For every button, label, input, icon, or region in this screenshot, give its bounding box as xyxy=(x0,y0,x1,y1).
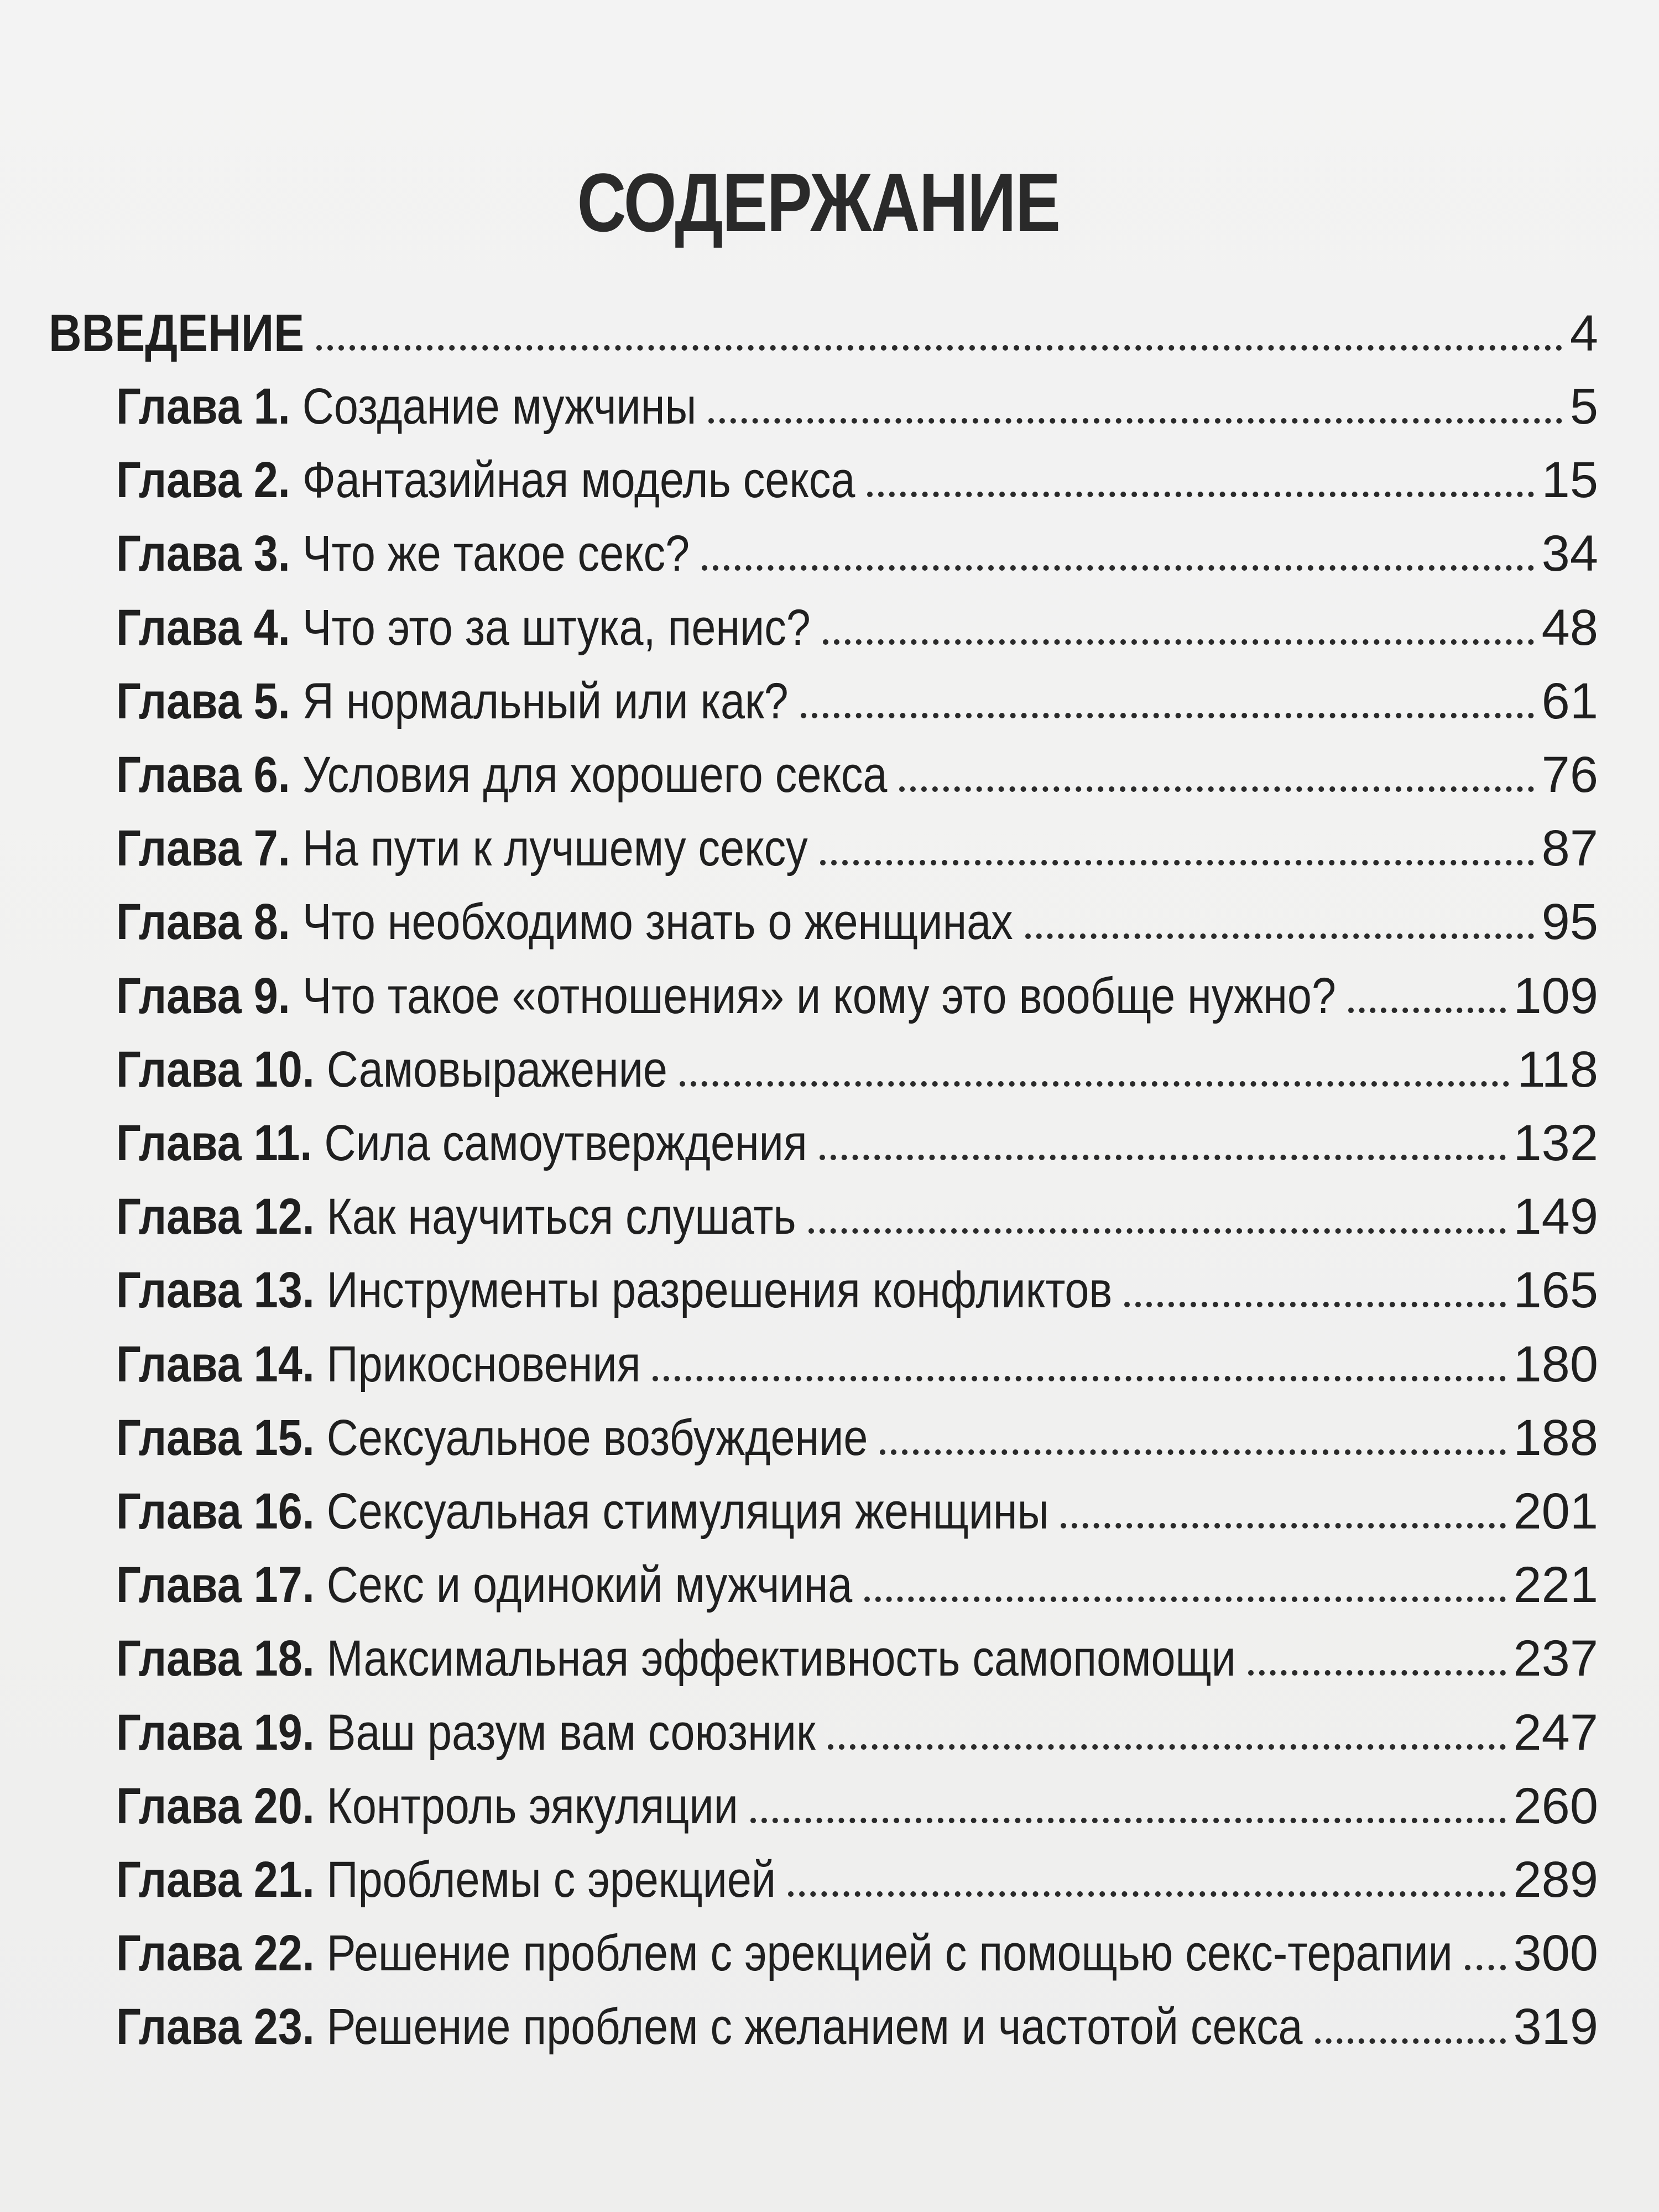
toc-entry-chapter xyxy=(116,744,1598,805)
dot-leader xyxy=(788,1891,1505,1897)
chapter-heading xyxy=(116,376,696,437)
chapter-page-number: 149 xyxy=(1513,1188,1598,1245)
introduction-label: ВВЕДЕНИЕ xyxy=(49,304,305,363)
toc-entry-chapter xyxy=(116,671,1598,732)
chapter-title: Ваш разум вам союзник xyxy=(326,1704,816,1761)
dot-leader xyxy=(899,786,1533,792)
chapter-number-label: Глава 21. xyxy=(116,1851,315,1908)
chapter-title: Создание мужчины xyxy=(302,378,697,435)
toc-entry-chapter xyxy=(116,1554,1598,1615)
chapter-title: Условия для хорошего секса xyxy=(302,747,888,803)
toc-entry-chapter xyxy=(116,1849,1598,1910)
chapter-heading xyxy=(116,597,811,658)
toc-entry-chapter xyxy=(116,1702,1598,1763)
chapter-number-label: Глава 12. xyxy=(116,1188,315,1245)
chapter-title: Как научиться слушать xyxy=(326,1188,796,1245)
chapter-title: Что это за штука, пенис? xyxy=(302,599,811,656)
chapter-number-label: Глава 23. xyxy=(116,1999,315,2056)
toc-entry-chapter xyxy=(116,376,1598,437)
chapter-title: Контроль эякуляции xyxy=(326,1777,738,1834)
chapter-heading xyxy=(116,891,1013,952)
chapter-heading xyxy=(116,1923,1453,1984)
chapter-heading xyxy=(116,1334,640,1395)
toc-entry-chapter xyxy=(116,1923,1598,1984)
toc-entry-chapter xyxy=(116,1186,1598,1247)
dot-leader xyxy=(820,1155,1506,1160)
chapter-heading xyxy=(116,1113,807,1173)
chapter-page-number: 289 xyxy=(1513,1851,1598,1908)
chapter-number-label: Глава 16. xyxy=(116,1483,315,1540)
chapter-heading xyxy=(116,744,887,805)
chapter-page-number: 109 xyxy=(1513,967,1598,1024)
dot-leader xyxy=(820,860,1534,865)
toc-entry-chapter xyxy=(116,1407,1598,1468)
dot-leader xyxy=(708,418,1562,424)
chapter-page-number: 76 xyxy=(1541,747,1598,803)
chapter-page-number: 5 xyxy=(1569,378,1598,435)
chapter-page-number: 48 xyxy=(1541,599,1598,656)
dot-leader xyxy=(316,345,1562,351)
chapter-number-label: Глава 17. xyxy=(116,1557,315,1614)
dot-leader xyxy=(1465,1965,1506,1970)
chapter-heading xyxy=(116,450,855,510)
toc-entry-chapter xyxy=(116,818,1598,879)
chapter-title: Решение проблем с желанием и частотой секса xyxy=(326,1999,1303,2056)
chapter-title: Прикосновения xyxy=(326,1335,641,1392)
dot-leader xyxy=(702,565,1533,571)
chapter-title: Что такое «отношения» и кому это вообще нужно? xyxy=(302,967,1336,1024)
chapter-page-number: 180 xyxy=(1513,1335,1598,1392)
chapter-number-label: Глава 6. xyxy=(116,747,290,803)
toc-entry-chapter xyxy=(116,891,1598,952)
chapter-heading xyxy=(116,523,690,584)
chapter-page-number: 221 xyxy=(1513,1557,1598,1614)
chapter-heading xyxy=(116,1776,738,1837)
chapter-number-label: Глава 10. xyxy=(116,1041,315,1098)
chapter-title: Сексуальное возбуждение xyxy=(326,1409,868,1466)
chapter-page-number: 165 xyxy=(1513,1262,1598,1319)
chapter-number-label: Глава 2. xyxy=(116,452,290,509)
chapter-title: Фантазийная модель секса xyxy=(302,452,855,509)
chapter-number-label: Глава 4. xyxy=(116,599,290,656)
toc-entry-chapter xyxy=(116,597,1598,658)
chapter-number-label: Глава 5. xyxy=(116,672,290,729)
chapter-heading xyxy=(116,1481,1048,1542)
introduction-page-number: 4 xyxy=(1569,305,1598,362)
chapter-page-number: 237 xyxy=(1513,1630,1598,1687)
chapter-page-number: 87 xyxy=(1541,820,1598,877)
chapter-number-label: Глава 15. xyxy=(116,1409,315,1466)
toc-entry-chapter xyxy=(116,1260,1598,1321)
chapter-heading xyxy=(116,966,1336,1026)
chapter-heading xyxy=(116,1407,868,1468)
chapter-page-number: 118 xyxy=(1517,1041,1598,1098)
dot-leader xyxy=(867,492,1533,497)
chapter-page-number: 188 xyxy=(1513,1409,1598,1466)
chapter-heading xyxy=(116,818,808,879)
chapter-heading xyxy=(116,1186,796,1247)
chapter-title: Самовыражение xyxy=(326,1041,667,1098)
dot-leader xyxy=(880,1449,1505,1455)
chapter-page-number: 319 xyxy=(1513,1999,1598,2056)
toc-entry-chapter xyxy=(116,1628,1598,1689)
dot-leader xyxy=(1025,933,1534,939)
dot-leader xyxy=(828,1744,1506,1750)
chapter-page-number: 132 xyxy=(1513,1115,1598,1171)
chapter-number-label: Глава 13. xyxy=(116,1262,315,1319)
chapter-page-number: 95 xyxy=(1541,894,1598,951)
dot-leader xyxy=(1124,1302,1505,1307)
chapter-title: Сила самоутверждения xyxy=(324,1115,807,1171)
dot-leader xyxy=(864,1597,1505,1602)
toc-entry-chapter xyxy=(116,1481,1598,1542)
chapter-number-label: Глава 20. xyxy=(116,1777,315,1834)
chapter-number-label: Глава 14. xyxy=(116,1335,315,1392)
page-title: СОДЕРЖАНИЕ xyxy=(577,156,1060,249)
toc-entry-chapter xyxy=(116,1334,1598,1395)
toc-entry-chapter xyxy=(116,1776,1598,1837)
toc-entry-chapter xyxy=(116,450,1598,510)
chapter-title: Секс и одинокий мужчина xyxy=(326,1557,853,1614)
toc-entry-chapter xyxy=(116,1996,1598,2057)
dot-leader xyxy=(1061,1523,1505,1528)
dot-leader xyxy=(653,1376,1505,1381)
chapter-title: Сексуальная стимуляция женщины xyxy=(326,1483,1049,1540)
dot-leader xyxy=(808,1228,1506,1234)
chapter-number-label: Глава 18. xyxy=(116,1630,315,1687)
chapter-page-number: 300 xyxy=(1513,1925,1598,1982)
chapter-page-number: 201 xyxy=(1513,1483,1598,1540)
dot-leader xyxy=(1348,1008,1506,1013)
chapter-page-number: 260 xyxy=(1513,1777,1598,1834)
chapter-number-label: Глава 7. xyxy=(116,820,290,877)
chapter-heading xyxy=(116,1849,776,1910)
chapter-number-label: Глава 11. xyxy=(116,1115,312,1171)
chapter-page-number: 61 xyxy=(1541,672,1598,729)
chapter-heading xyxy=(116,1996,1303,2057)
toc-entry-chapter xyxy=(116,1039,1598,1100)
dot-leader xyxy=(680,1081,1509,1087)
chapter-heading xyxy=(116,1702,816,1763)
chapter-title: Я нормальный или как? xyxy=(302,672,789,729)
chapter-number-label: Глава 8. xyxy=(116,894,290,951)
chapter-page-number: 15 xyxy=(1541,452,1598,509)
chapter-number-label: Глава 9. xyxy=(116,967,290,1024)
chapter-title: Решение проблем с эрекцией с помощью секс-терапии xyxy=(326,1925,1453,1982)
chapter-number-label: Глава 19. xyxy=(116,1704,315,1761)
chapter-number-label: Глава 3. xyxy=(116,525,290,582)
dot-leader xyxy=(1315,2038,1506,2044)
chapter-page-number: 247 xyxy=(1513,1704,1598,1761)
chapter-number-label: Глава 1. xyxy=(116,378,290,435)
chapter-title: Инструменты разрешения конфликтов xyxy=(326,1262,1113,1319)
chapter-heading xyxy=(116,1554,852,1615)
chapter-title: Максимальная эффективность самопомощи xyxy=(326,1630,1236,1687)
chapter-page-number: 34 xyxy=(1541,525,1598,582)
chapter-heading xyxy=(116,671,789,732)
toc-entry-introduction xyxy=(49,303,1598,364)
chapter-title: На пути к лучшему сексу xyxy=(302,820,808,877)
chapter-title: Что необходимо знать о женщинах xyxy=(302,894,1013,951)
chapter-title: Что же такое секс? xyxy=(302,525,690,582)
toc-entry-chapter xyxy=(116,523,1598,584)
dot-leader xyxy=(823,639,1534,645)
chapter-heading xyxy=(116,1039,667,1100)
toc-entry-chapter xyxy=(116,1113,1598,1173)
chapter-heading xyxy=(116,1628,1236,1689)
chapter-title: Проблемы с эрекцией xyxy=(326,1851,776,1908)
chapter-heading xyxy=(116,1260,1112,1321)
chapter-number-label: Глава 22. xyxy=(116,1925,315,1982)
dot-leader xyxy=(801,713,1534,718)
dot-leader xyxy=(750,1818,1506,1823)
toc-entry-chapter xyxy=(116,966,1598,1026)
dot-leader xyxy=(1248,1670,1506,1676)
